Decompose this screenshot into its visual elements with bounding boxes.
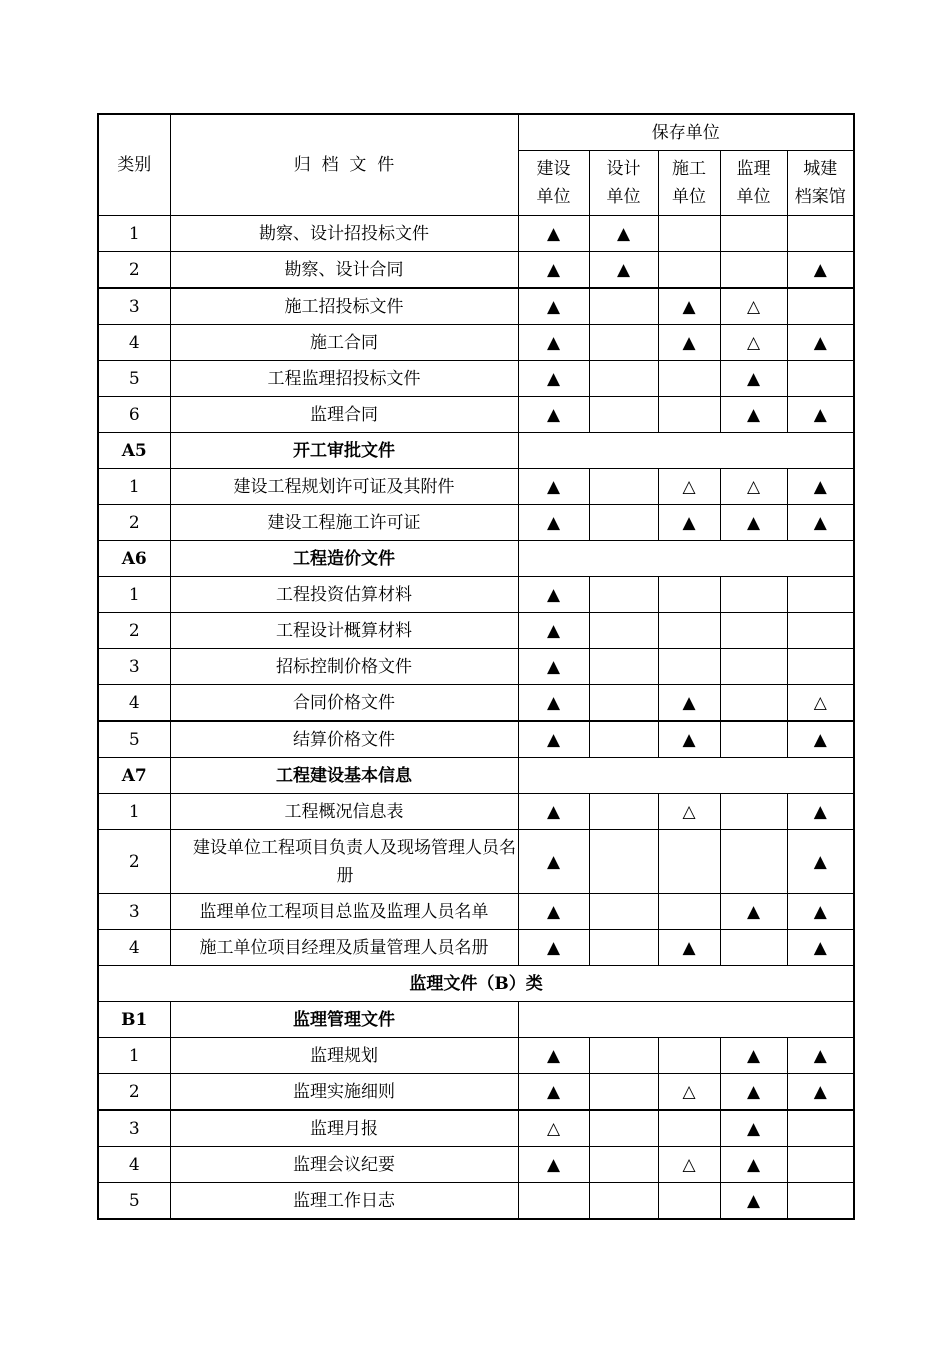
storage-mark: △ <box>720 325 787 361</box>
storage-mark <box>658 830 720 894</box>
section-code: A7 <box>98 758 170 794</box>
header-unit-archive: 城建 档案馆 <box>787 151 854 216</box>
section-title: 监理管理文件 <box>170 1002 518 1038</box>
storage-mark <box>658 577 720 613</box>
document-name: 施工合同 <box>170 325 518 361</box>
category-title: 监理文件（B）类 <box>98 966 854 1002</box>
storage-mark <box>658 649 720 685</box>
storage-mark <box>589 649 658 685</box>
row-number: 1 <box>98 216 170 252</box>
document-name: 监理实施细则 <box>170 1074 518 1111</box>
storage-mark <box>720 613 787 649</box>
table-row <box>98 505 854 541</box>
storage-mark: ▲ <box>518 469 589 505</box>
section-empty-cell <box>518 541 854 577</box>
table-row <box>98 252 854 289</box>
storage-mark <box>787 216 854 252</box>
storage-mark <box>658 397 720 433</box>
row-number: 1 <box>98 794 170 830</box>
row-number: 3 <box>98 649 170 685</box>
storage-mark: ▲ <box>518 397 589 433</box>
table-row <box>98 930 854 966</box>
section-code: B1 <box>98 1002 170 1038</box>
section-title: 工程造价文件 <box>170 541 518 577</box>
storage-mark: ▲ <box>518 216 589 252</box>
storage-mark: ▲ <box>518 577 589 613</box>
table-row <box>98 1110 854 1147</box>
storage-mark: ▲ <box>720 894 787 930</box>
storage-mark <box>787 1183 854 1220</box>
storage-mark <box>658 252 720 289</box>
section-code: A6 <box>98 541 170 577</box>
row-number: 4 <box>98 1147 170 1183</box>
storage-mark: ▲ <box>658 930 720 966</box>
storage-mark <box>720 252 787 289</box>
row-number: 5 <box>98 361 170 397</box>
document-name: 监理工作日志 <box>170 1183 518 1220</box>
section-code: A5 <box>98 433 170 469</box>
storage-mark: ▲ <box>720 361 787 397</box>
storage-mark: △ <box>658 794 720 830</box>
storage-mark: ▲ <box>720 1074 787 1111</box>
storage-mark <box>787 613 854 649</box>
storage-mark <box>589 361 658 397</box>
storage-mark: ▲ <box>787 1038 854 1074</box>
row-number: 4 <box>98 325 170 361</box>
header-unit-design: 设计 单位 <box>589 151 658 216</box>
storage-mark <box>518 1183 589 1220</box>
storage-mark <box>658 1183 720 1220</box>
storage-mark <box>589 1147 658 1183</box>
document-name: 工程设计概算材料 <box>170 613 518 649</box>
document-name: 监理单位工程项目总监及监理人员名单 <box>170 894 518 930</box>
storage-mark: ▲ <box>518 361 589 397</box>
storage-mark <box>589 577 658 613</box>
storage-mark: ▲ <box>787 469 854 505</box>
row-number: 5 <box>98 1183 170 1220</box>
storage-mark <box>589 894 658 930</box>
row-number: 3 <box>98 894 170 930</box>
section-title: 工程建设基本信息 <box>170 758 518 794</box>
row-number: 2 <box>98 505 170 541</box>
row-number: 1 <box>98 469 170 505</box>
storage-mark: ▲ <box>720 505 787 541</box>
header-document: 归 档 文 件 <box>170 114 518 216</box>
row-number: 4 <box>98 930 170 966</box>
storage-mark: ▲ <box>787 830 854 894</box>
storage-mark: ▲ <box>518 685 589 722</box>
header-unit-supervision: 监理 单位 <box>720 151 787 216</box>
table-row <box>98 577 854 613</box>
storage-mark <box>720 794 787 830</box>
storage-mark: ▲ <box>589 252 658 289</box>
section-row <box>98 433 854 469</box>
storage-mark <box>589 469 658 505</box>
storage-mark: ▲ <box>787 505 854 541</box>
table-row <box>98 216 854 252</box>
table-row <box>98 794 854 830</box>
storage-mark: △ <box>720 469 787 505</box>
table-row <box>98 1183 854 1220</box>
storage-mark <box>589 397 658 433</box>
table-row <box>98 288 854 325</box>
table-row <box>98 721 854 758</box>
storage-mark: ▲ <box>658 721 720 758</box>
storage-mark <box>658 1110 720 1147</box>
storage-mark: ▲ <box>787 397 854 433</box>
storage-mark: ▲ <box>518 325 589 361</box>
header-unit-construction: 施工 单位 <box>658 151 720 216</box>
storage-mark: ▲ <box>518 930 589 966</box>
storage-mark: ▲ <box>787 930 854 966</box>
table-row <box>98 1147 854 1183</box>
storage-mark <box>589 288 658 325</box>
table-row <box>98 613 854 649</box>
storage-mark: ▲ <box>518 894 589 930</box>
storage-mark: ▲ <box>787 894 854 930</box>
storage-mark: ▲ <box>658 288 720 325</box>
storage-mark: ▲ <box>787 325 854 361</box>
storage-mark: ▲ <box>658 685 720 722</box>
section-empty-cell <box>518 758 854 794</box>
section-empty-cell <box>518 1002 854 1038</box>
document-name: 工程监理招投标文件 <box>170 361 518 397</box>
table-row <box>98 361 854 397</box>
storage-mark: ▲ <box>518 1147 589 1183</box>
storage-mark <box>658 216 720 252</box>
section-row <box>98 758 854 794</box>
header-category: 类别 <box>98 114 170 216</box>
storage-mark: ▲ <box>518 505 589 541</box>
document-name: 监理合同 <box>170 397 518 433</box>
storage-mark <box>658 894 720 930</box>
storage-mark <box>589 1110 658 1147</box>
document-name: 施工招投标文件 <box>170 288 518 325</box>
storage-mark: ▲ <box>589 216 658 252</box>
storage-mark <box>589 794 658 830</box>
storage-mark: ▲ <box>518 830 589 894</box>
storage-mark <box>720 649 787 685</box>
table-row <box>98 649 854 685</box>
document-name: 招标控制价格文件 <box>170 649 518 685</box>
document-name: 建设工程施工许可证 <box>170 505 518 541</box>
storage-mark: △ <box>720 288 787 325</box>
storage-mark: ▲ <box>787 252 854 289</box>
section-row <box>98 1002 854 1038</box>
storage-mark: ▲ <box>787 794 854 830</box>
storage-mark <box>589 613 658 649</box>
row-number: 1 <box>98 577 170 613</box>
storage-mark: ▲ <box>518 721 589 758</box>
storage-mark: ▲ <box>518 613 589 649</box>
document-name: 勘察、设计合同 <box>170 252 518 289</box>
storage-mark <box>589 830 658 894</box>
table-row <box>98 1074 854 1111</box>
storage-mark <box>720 930 787 966</box>
document-name: 勘察、设计招投标文件 <box>170 216 518 252</box>
storage-mark <box>720 577 787 613</box>
storage-mark: ▲ <box>720 1147 787 1183</box>
storage-mark: ▲ <box>518 794 589 830</box>
row-number: 2 <box>98 252 170 289</box>
document-name: 监理月报 <box>170 1110 518 1147</box>
section-title: 开工审批文件 <box>170 433 518 469</box>
storage-mark <box>787 1110 854 1147</box>
section-row <box>98 541 854 577</box>
storage-mark: △ <box>658 1074 720 1111</box>
row-number: 5 <box>98 721 170 758</box>
table-row <box>98 397 854 433</box>
document-name: 监理会议纪要 <box>170 1147 518 1183</box>
storage-mark: ▲ <box>518 288 589 325</box>
storage-mark: △ <box>658 1147 720 1183</box>
storage-mark <box>658 1038 720 1074</box>
storage-mark: ▲ <box>720 1038 787 1074</box>
storage-mark <box>589 1183 658 1220</box>
table-row <box>98 469 854 505</box>
table-row <box>98 1038 854 1074</box>
storage-mark: ▲ <box>518 252 589 289</box>
storage-mark <box>787 288 854 325</box>
row-number: 2 <box>98 613 170 649</box>
storage-mark <box>787 1147 854 1183</box>
storage-mark <box>589 325 658 361</box>
storage-mark: ▲ <box>720 397 787 433</box>
row-number: 2 <box>98 830 170 894</box>
table-row <box>98 894 854 930</box>
header-unit-owner: 建设 单位 <box>518 151 589 216</box>
storage-mark: ▲ <box>787 721 854 758</box>
section-empty-cell <box>518 433 854 469</box>
storage-mark: ▲ <box>720 1110 787 1147</box>
storage-mark <box>658 361 720 397</box>
document-name: 工程投资估算材料 <box>170 577 518 613</box>
document-name: 监理规划 <box>170 1038 518 1074</box>
storage-mark: △ <box>787 685 854 722</box>
storage-mark <box>589 1038 658 1074</box>
category-row <box>98 966 854 1002</box>
storage-mark <box>589 721 658 758</box>
row-number: 1 <box>98 1038 170 1074</box>
row-number: 3 <box>98 288 170 325</box>
document-name: 结算价格文件 <box>170 721 518 758</box>
storage-mark <box>589 930 658 966</box>
document-name: 建设工程规划许可证及其附件 <box>170 469 518 505</box>
storage-mark: ▲ <box>518 649 589 685</box>
storage-mark <box>589 1074 658 1111</box>
storage-mark <box>787 577 854 613</box>
table-row <box>98 685 854 722</box>
table-row <box>98 830 854 894</box>
storage-mark <box>589 685 658 722</box>
storage-mark: ▲ <box>787 1074 854 1111</box>
storage-mark: △ <box>658 469 720 505</box>
archive-document-table <box>97 113 855 1220</box>
storage-mark <box>720 216 787 252</box>
storage-mark: ▲ <box>720 1183 787 1220</box>
storage-mark <box>720 685 787 722</box>
storage-mark: ▲ <box>518 1074 589 1111</box>
document-name: 工程概况信息表 <box>170 794 518 830</box>
document-name: 建设单位工程项目负责人及现场管理人员名册 <box>170 830 518 894</box>
row-number: 2 <box>98 1074 170 1111</box>
table-row <box>98 325 854 361</box>
storage-mark: ▲ <box>658 325 720 361</box>
header-storage-units: 保存单位 <box>518 114 854 151</box>
storage-mark: ▲ <box>658 505 720 541</box>
storage-mark <box>720 721 787 758</box>
storage-mark <box>787 649 854 685</box>
row-number: 6 <box>98 397 170 433</box>
document-name: 施工单位项目经理及质量管理人员名册 <box>170 930 518 966</box>
storage-mark <box>658 613 720 649</box>
row-number: 3 <box>98 1110 170 1147</box>
storage-mark: △ <box>518 1110 589 1147</box>
document-name: 合同价格文件 <box>170 685 518 722</box>
storage-mark <box>589 505 658 541</box>
storage-mark <box>720 830 787 894</box>
storage-mark <box>787 361 854 397</box>
storage-mark: ▲ <box>518 1038 589 1074</box>
row-number: 4 <box>98 685 170 722</box>
